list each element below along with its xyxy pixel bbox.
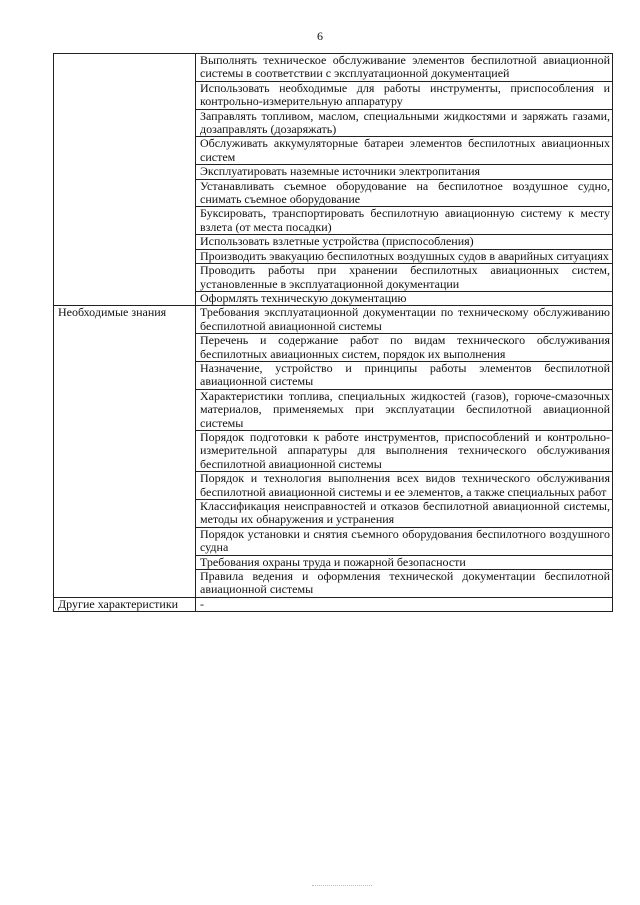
table-row — [54, 306, 613, 334]
scan-mark — [312, 885, 372, 887]
table-cell: Производить эвакуацию беспилотных воздушных судов в аварийных ситуациях — [196, 249, 613, 263]
table-cell: Характеристики топлива, специальных жидкостей (газов), горюче-смазочных материалов, применяемых при эксплуатации беспилотной авиационной системы — [196, 389, 613, 430]
table-cell: Обслуживать аккумуляторные батареи элементов беспилотных авиационных систем — [196, 137, 613, 165]
table-cell: Выполнять техническое обслуживание элементов беспилотной авиационной системы в соответствии с эксплуатационной документацией — [196, 54, 613, 82]
table-cell: Назначение, устройство и принципы работы элементов беспилотной авиационной системы — [196, 361, 613, 389]
table-row — [54, 597, 613, 611]
table-cell: Буксировать, транспортировать беспилотную авиационную систему к месту взлета (от места посадки) — [196, 207, 613, 235]
table-cell: Перечень и содержание работ по видам технического обслуживания беспилотных авиационных систем, порядок их выполнения — [196, 334, 613, 362]
section-cell-empty — [54, 54, 196, 306]
table-cell: Использовать необходимые для работы инструменты, приспособления и контрольно-измерительную аппаратуру — [196, 81, 613, 109]
table-cell: Требования эксплуатационной документации по техническому обслуживанию беспилотной авиационной системы — [196, 306, 613, 334]
table-cell: Использовать взлетные устройства (приспособления) — [196, 235, 613, 249]
table-cell: Порядок и технология выполнения всех видов технического обслуживания беспилотной авиационной системы и ее элементов, а также специальных работ — [196, 472, 613, 500]
table-cell: Правила ведения и оформления технической документации беспилотной авиационной системы — [196, 570, 613, 598]
table-cell: - — [196, 597, 613, 611]
table-cell: Заправлять топливом, маслом, специальными жидкостями и заряжать газами, дозаправлять (дозаряжать) — [196, 109, 613, 137]
table-cell: Порядок подготовки к работе инструментов, приспособлений и контрольно-измерительной аппаратуры для выполнения технического обслуживания беспилотной авиационной системы — [196, 430, 613, 471]
table-cell: Эксплуатировать наземные источники электропитания — [196, 165, 613, 179]
table-row — [54, 54, 613, 82]
table-cell: Требования охраны труда и пожарной безопасности — [196, 555, 613, 569]
table-cell: Устанавливать съемное оборудование на беспилотное воздушное судно, снимать съемное оборудование — [196, 179, 613, 207]
table-cell: Порядок установки и снятия съемного оборудования беспилотного воздушного судна — [196, 527, 613, 555]
section-label-knowledge: Необходимые знания — [54, 306, 196, 598]
section-label-other: Другие характеристики — [54, 597, 196, 611]
table-cell: Проводить работы при хранении беспилотных авиационных систем, установленные в эксплуатационной документации — [196, 264, 613, 292]
table-cell: Оформлять техническую документацию — [196, 291, 613, 305]
page-number: 6 — [317, 29, 323, 43]
table-cell: Классификация неисправностей и отказов беспилотной авиационной системы, методы их обнаружения и устранения — [196, 500, 613, 528]
requirements-table — [53, 53, 613, 612]
